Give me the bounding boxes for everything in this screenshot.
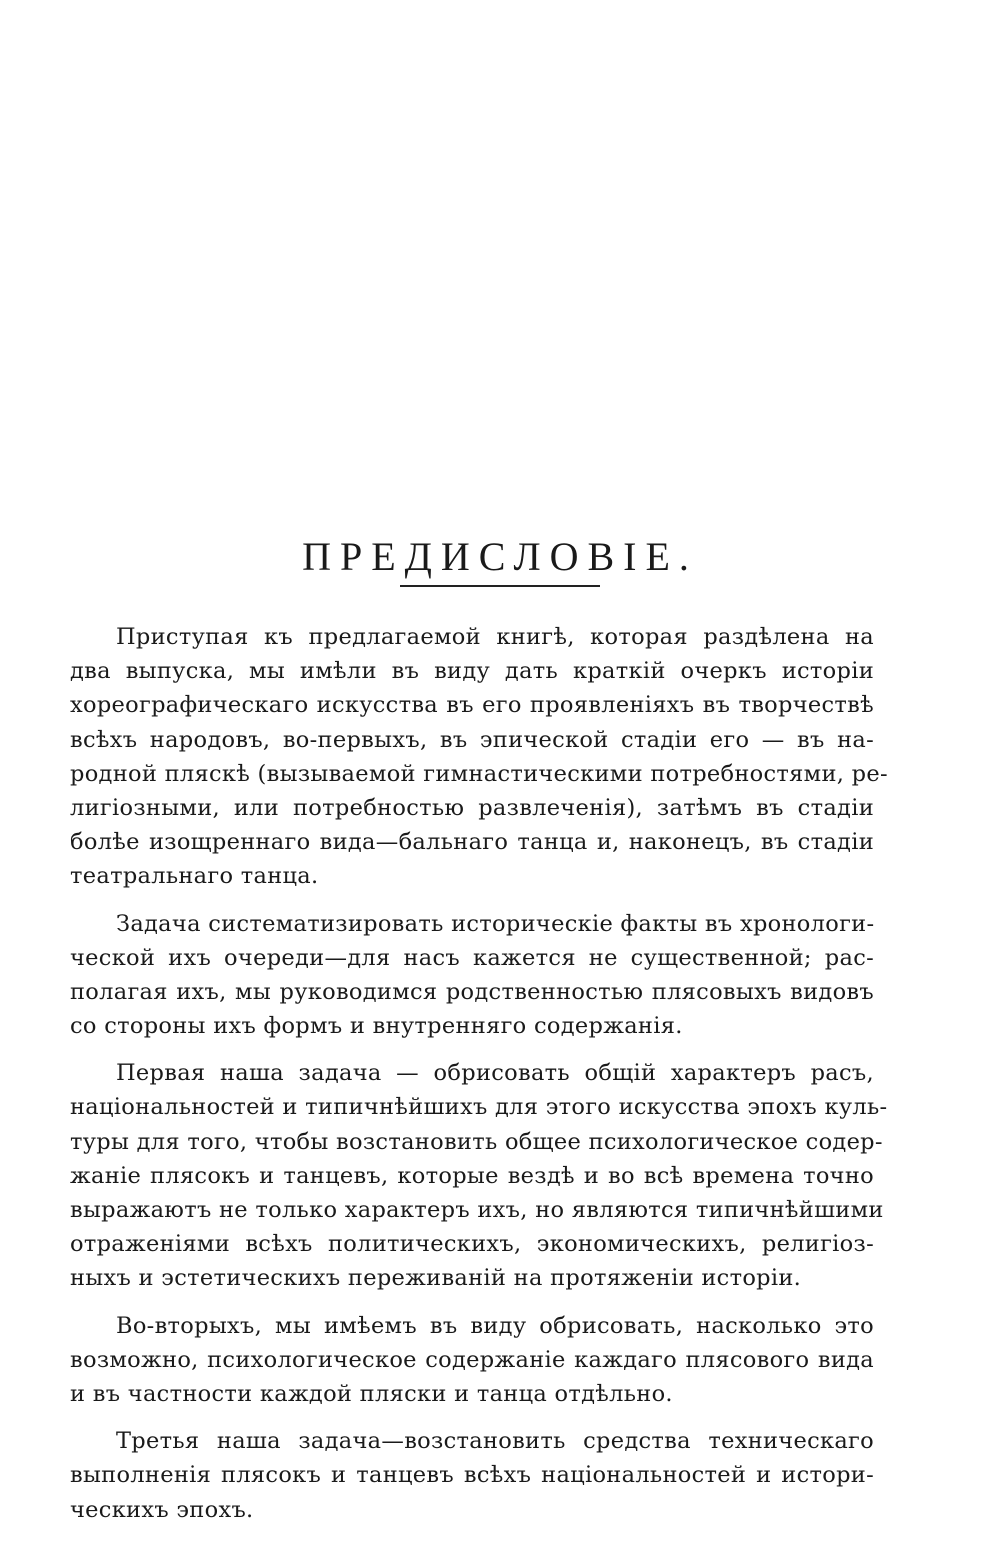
paragraph-4 [70,1309,874,1412]
text-line: Первая наша задача — обрисовать общій характеръ расъ, [116,1060,874,1087]
title-divider [400,585,600,587]
text-line: выражаютъ не только характеръ ихъ, но являются типичнѣйшими [70,1197,884,1223]
text-line: Третья наша задача—возстановить средства техническаго [116,1428,874,1455]
text-line: отраженіями всѣхъ политическихъ, экономическихъ, религіоз- [70,1231,874,1258]
paragraph-3 [70,1056,888,1295]
text-line: и въ частности каждой пляски и танца отдѣльно. [70,1380,673,1407]
text-line: со стороны ихъ формъ и внутренняго содержанія. [70,1013,683,1040]
text-line: всѣхъ народовъ, во-первыхъ, въ эпической стадіи его — въ на- [70,726,874,753]
text-line: полагая ихъ, мы руководимся родственностью плясовыхъ видовъ [70,978,874,1005]
paragraph-2 [70,907,874,1044]
paragraph-5 [70,1424,874,1527]
text-line: ныхъ и эстетическихъ переживаній на протяженіи исторіи. [70,1265,802,1292]
text-line: Задача систематизировать историческіе факты въ хронологи- [116,910,875,937]
body-text [70,620,888,1540]
text-line: жаніе плясокъ и танцевъ, которые вездѣ и во всѣ времена точно [70,1162,874,1189]
text-line: національностей и типичнѣйшихъ для этого искусства эпохъ куль- [70,1094,888,1121]
paragraph-1 [70,620,888,894]
text-line: два выпуска, мы имѣли въ виду дать краткій очеркъ исторіи [70,658,874,685]
text-line: театральнаго танца. [70,863,319,890]
text-line: родной пляскѣ (вызываемой гимнастическими потребностями, ре- [70,760,888,787]
page-title: ПРЕДИСЛОВІЕ. [302,533,698,579]
text-line: хореографическаго искусства въ его проявленіяхъ въ творчествѣ [70,692,874,719]
text-line: возможно, психологическое содержаніе каждаго плясового вида [70,1346,874,1373]
text-line: болѣе изощреннаго вида—бальнаго танца и, наконецъ, въ стадіи [70,829,874,856]
text-line: выполненія плясокъ и танцевъ всѣхъ національностей и истори- [70,1462,874,1489]
text-line: Приступая къ предлагаемой книгѣ, которая раздѣлена на [116,624,874,650]
text-line: туры для того, чтобы возстановить общее психологическое содер- [70,1128,883,1155]
text-line: ческой ихъ очереди—для насъ кажется не существенной; рас- [70,944,874,971]
text-line: лигіозными, или потребностью развлеченія), затѣмъ въ стадіи [70,794,874,821]
text-line: ческихъ эпохъ. [70,1496,254,1523]
text-line: Во-вторыхъ, мы имѣемъ въ виду обрисовать, насколько это [116,1312,874,1339]
